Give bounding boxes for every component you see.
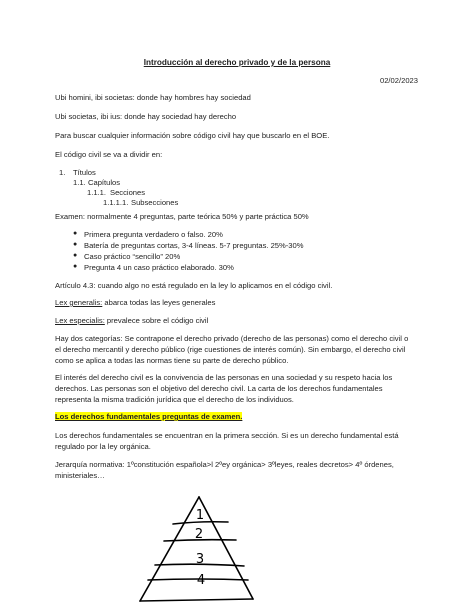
pyramid-level-1: 1 (195, 508, 205, 523)
jerarquia-line-2: ministeriales… (55, 471, 105, 480)
pyramid-level-3: 3 (195, 552, 205, 567)
article-4-3: Artículo 4.3: cuando algo no está regulado en la ley lo aplicamos en el código civil. (55, 281, 333, 290)
pyramid-right-edge (196, 497, 253, 599)
exam-item-2: Batería de preguntas cortas, 3-4 líneas. 5-7 preguntas. 25%-30% (84, 241, 304, 250)
highlight-text: Los derechos fundamentales preguntas de examen. (55, 412, 243, 421)
bullet-icon: ● (73, 263, 78, 270)
categorias-line-3: como se aplica a todas las normas tiene su parte de derecho público. (55, 356, 289, 365)
interes-line-2: derechos. Las personas son el objetivo del derecho civil. La carta de los derechos fundamentales (55, 384, 383, 393)
exam-item-1: Primera pregunta verdadero o falso. 20% (84, 230, 223, 239)
outline-num-3: 1.1.1. (87, 188, 106, 197)
divide-line: El código civil se va a dividir en: (55, 150, 163, 159)
pyramid-level-4: 4 (196, 573, 206, 588)
document-date: 02/02/2023 (379, 76, 418, 85)
fundamentales-line-1: Los derechos fundamentales se encuentran en la primera sección. Si es un derecho fundamental está (55, 431, 399, 440)
pyramid-level-2: 2 (194, 527, 204, 542)
exam-item-4: Pregunta 4 un caso práctico elaborado. 30% (84, 263, 234, 272)
lex-generalis-term: Lex generalis: (55, 298, 103, 307)
boe-line: Para buscar cualquier información sobre código civil hay que buscarlo en el BOE. (55, 131, 330, 140)
outline-label-4: Subsecciones (131, 198, 179, 207)
outline-num-1: 1. (59, 168, 66, 177)
lex-especialis-text: prevalece sobre el código civil (104, 316, 209, 325)
document-title: Introducción al derecho privado y de la persona (143, 58, 331, 67)
bullet-icon: ● (73, 230, 78, 237)
ubi-homini-line: Ubi homini, ibi societas: donde hay hombres hay sociedad (55, 93, 251, 102)
outline-num-4: 1.1.1.1. (103, 198, 129, 207)
pyramid-base (140, 599, 253, 601)
categorias-line-2: el derecho mercantil y derecho público (rige cuestiones de interés común). Sin embargo, el derecho civil (55, 345, 406, 354)
exam-intro: Examen: normalmente 4 preguntas, parte teórica 50% y parte práctica 50% (55, 212, 309, 221)
lex-generalis-text: abarca todas las leyes generales (102, 298, 216, 307)
outline-label-2: Capítulos (88, 178, 121, 187)
bullet-icon: ● (73, 252, 78, 259)
jerarquia-line-1: Jerarquía normativa: 1ºconstitución española>l 2ºey orgánica> 3ºleyes, reales decretos> 4º órdenes, (55, 460, 394, 469)
fundamentales-line-2: regulado por la ley orgánica. (55, 442, 151, 451)
outline-label-1: Títulos (73, 168, 96, 177)
interes-line-1: El interés del derecho civil es la convivencia de las personas en una sociedad y su respeto hacia los (55, 373, 393, 382)
pyramid-left-edge (140, 497, 199, 601)
exam-item-3: Caso práctico “sencillo” 20% (84, 252, 181, 261)
outline-num-2: 1.1. (73, 178, 86, 187)
bullet-icon: ● (73, 241, 78, 248)
categorias-line-1: Hay dos categorías: Se contrapone el derecho privado (derecho de las personas) como el derecho civil o (55, 334, 409, 343)
ubi-societas-line: Ubi societas, ibi ius: donde hay sociedad hay derecho (55, 112, 237, 121)
lex-especialis-term: Lex especialis: (55, 316, 105, 325)
outline-label-3: Secciones (110, 188, 146, 197)
interes-line-3: representa la misma tradición jurídica que el derecho de los individuos. (55, 395, 294, 404)
